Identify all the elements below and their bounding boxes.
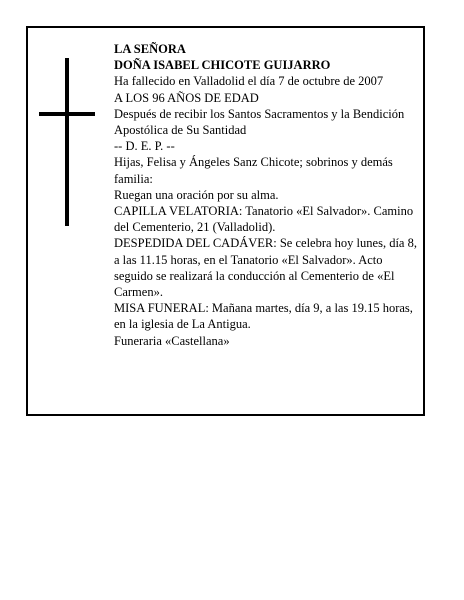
funeral-home: Funeraria «Castellana» — [114, 333, 230, 348]
age-line: A LOS 96 AÑOS DE EDAD — [114, 90, 259, 105]
rip-line: -- D. E. P. -- — [114, 139, 175, 154]
funeral-mass-info: MISA FUNERAL: Mañana martes, día 9, a las 19.15 horas, en la iglesia de La Antigua. — [114, 301, 413, 332]
obituary-notice — [26, 26, 425, 416]
chapel-info: CAPILLA VELATORIA: Tanatorio «El Salvador». Camino del Cementerio, 21 (Valladolid). — [114, 204, 414, 235]
death-announcement: Ha fallecido en Valladolid el día 7 de octubre de 2007 — [114, 74, 384, 89]
deceased-name: DOÑA ISABEL CHICOTE GUIJARRO — [114, 58, 331, 73]
farewell-info: DESPEDIDA DEL CADÁVER: Se celebra hoy lunes, día 8, a las 11.15 horas, en el Tanatorio «El Salvador». Acto seguido se realizará la conducción al Cementerio de «El Carmen». — [114, 236, 417, 300]
family-line: Hijas, Felisa y Ángeles Sanz Chicote; sobrinos y demás familia: — [114, 155, 393, 186]
cross-vertical-bar — [65, 58, 69, 226]
cross-horizontal-bar — [39, 112, 95, 116]
notice-text-block — [114, 41, 419, 349]
prayer-request: Ruegan una oración por su alma. — [114, 187, 279, 202]
latin-cross-icon — [39, 58, 95, 226]
sacraments-line: Después de recibir los Santos Sacramentos y la Bendición Apostólica de Su Santidad — [114, 106, 405, 138]
notice-title: LA SEÑORA — [114, 42, 186, 56]
